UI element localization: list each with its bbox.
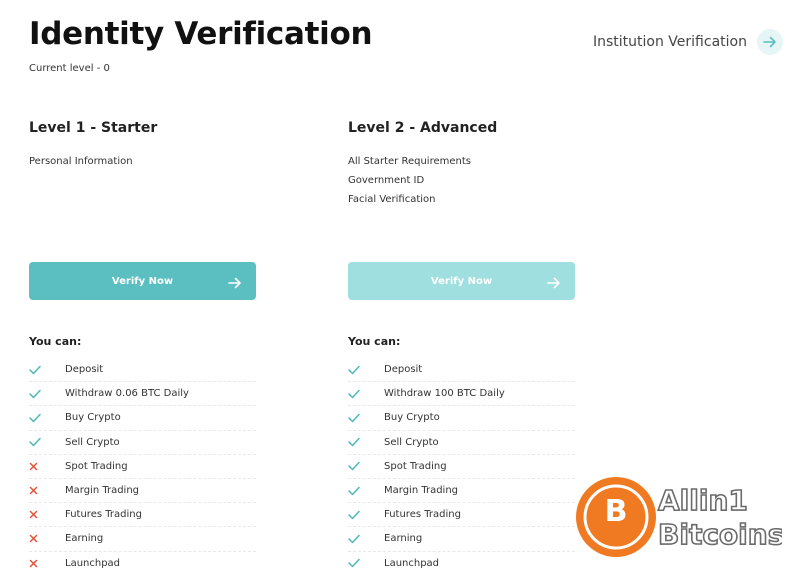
level-1-card [29, 120, 256, 574]
permission-label: Sell Crypto [65, 436, 120, 448]
current-level-text: Current level - 0 [29, 63, 110, 74]
check-icon [348, 510, 384, 520]
requirement-item: Government ID [348, 175, 425, 186]
check-icon [348, 413, 384, 423]
bitcoin-coin-letter: B [604, 494, 628, 529]
requirement-item: All Starter Requirements [348, 156, 471, 167]
level-2-card [348, 120, 575, 574]
check-icon [348, 437, 384, 447]
level-2-requirements [348, 152, 575, 242]
cross-icon [29, 510, 65, 519]
permission-label: Earning [65, 533, 104, 545]
permission-item [348, 382, 575, 406]
institution-verification-label: Institution Verification [593, 34, 747, 50]
permission-item [29, 503, 256, 527]
cross-icon [29, 534, 65, 543]
check-icon [29, 365, 65, 375]
you-can-heading: You can: [29, 335, 82, 348]
permission-label: Buy Crypto [384, 412, 440, 424]
permission-item [348, 479, 575, 503]
permission-item [29, 406, 256, 430]
permission-item [348, 503, 575, 527]
cross-icon [29, 462, 65, 471]
permission-label: Deposit [65, 364, 104, 376]
permission-label: Buy Crypto [65, 412, 121, 424]
level-1-title: Level 1 - Starter [29, 120, 158, 136]
check-icon [348, 558, 384, 568]
permission-label: Futures Trading [384, 509, 461, 521]
permission-label: Launchpad [384, 557, 440, 569]
permission-item [348, 552, 575, 574]
level-1-permissions [29, 358, 256, 574]
permission-label: Spot Trading [384, 460, 447, 472]
permission-item [348, 431, 575, 455]
permission-item [29, 552, 256, 574]
permission-item [348, 406, 575, 430]
check-icon [348, 461, 384, 471]
permission-item [29, 382, 256, 406]
check-icon [29, 437, 65, 447]
level-1-verify-button[interactable] [29, 262, 256, 300]
verify-button-label: Verify Now [430, 275, 493, 287]
permission-item [29, 479, 256, 503]
permission-label: Launchpad [65, 557, 121, 569]
permission-label: Earning [384, 533, 423, 545]
check-icon [348, 486, 384, 496]
level-2-permissions [348, 358, 575, 574]
permission-item [29, 358, 256, 382]
level-2-title: Level 2 - Advanced [348, 120, 498, 136]
check-icon [348, 534, 384, 544]
permission-item [348, 358, 575, 382]
check-icon [29, 389, 65, 399]
level-1-requirements [29, 152, 256, 242]
permission-item [29, 455, 256, 479]
check-icon [348, 389, 384, 399]
svg-text:Allin1: Allin1 [658, 484, 748, 517]
verify-button-label: Verify Now [111, 275, 174, 287]
check-icon [348, 365, 384, 375]
permission-label: Spot Trading [65, 460, 128, 472]
permission-label: Futures Trading [65, 509, 142, 521]
permission-item [29, 431, 256, 455]
page-title: Identity Verification [29, 16, 373, 52]
institution-verification-link[interactable] [593, 29, 783, 55]
cross-icon [29, 486, 65, 495]
permission-label: Withdraw 100 BTC Daily [384, 388, 505, 400]
arrow-right-icon [547, 274, 561, 293]
check-icon [29, 413, 65, 423]
level-2-verify-button[interactable] [348, 262, 575, 300]
arrow-right-icon[interactable] [757, 29, 783, 55]
arrow-right-icon [228, 274, 242, 293]
permission-label: Margin Trading [65, 485, 140, 497]
requirement-item: Personal Information [29, 156, 133, 167]
requirement-item: Facial Verification [348, 194, 436, 205]
permission-item [348, 527, 575, 551]
permission-item [348, 455, 575, 479]
allin1bitcoins-watermark-logo [572, 474, 782, 560]
cross-icon [29, 559, 65, 568]
permission-label: Withdraw 0.06 BTC Daily [65, 388, 189, 400]
permission-label: Deposit [384, 364, 423, 376]
svg-text:Bitcoins: Bitcoins [658, 518, 782, 551]
permission-label: Sell Crypto [384, 436, 439, 448]
permission-label: Margin Trading [384, 485, 459, 497]
permission-item [29, 527, 256, 551]
you-can-heading: You can: [348, 335, 401, 348]
